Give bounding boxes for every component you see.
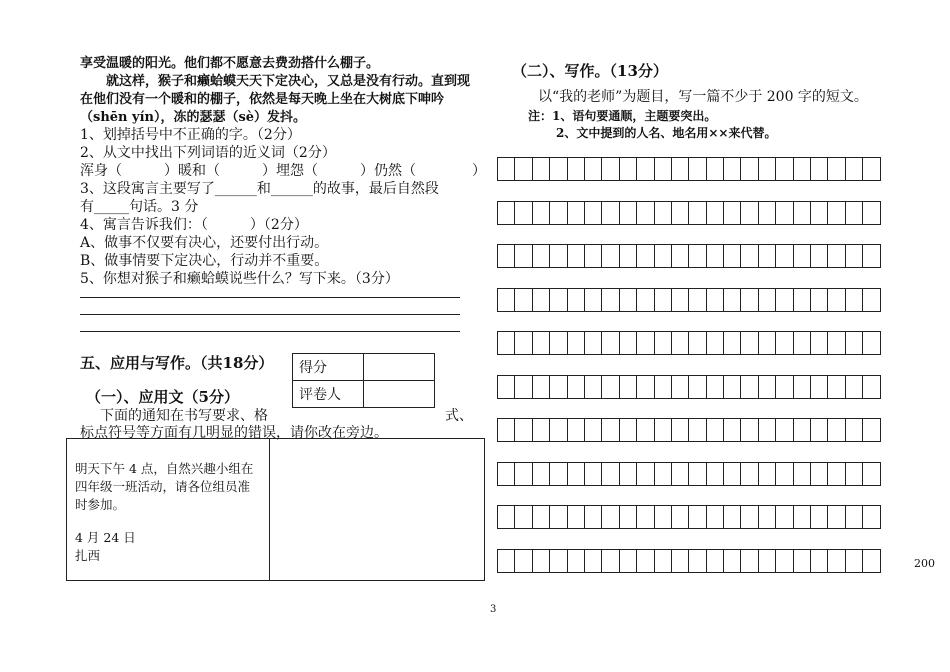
grid-cell[interactable] (601, 288, 619, 312)
grid-cell[interactable] (740, 375, 758, 399)
grid-cell[interactable] (654, 288, 672, 312)
grid-cell[interactable] (740, 462, 758, 486)
grid-cell[interactable] (601, 418, 619, 442)
grid-cell[interactable] (688, 288, 706, 312)
grid-cell[interactable] (688, 549, 706, 573)
grid-cell[interactable] (636, 157, 654, 181)
grid-row (497, 157, 880, 181)
grid-cell[interactable] (654, 244, 672, 268)
grid-cell[interactable] (793, 462, 811, 486)
grid-cell[interactable] (793, 418, 811, 442)
grid-cell[interactable] (810, 157, 828, 181)
grid-cell[interactable] (827, 331, 845, 355)
question-5: 5、你想对猴子和癞蛤蟆说些什么？写下来。（3分） (80, 271, 399, 287)
grid-cell[interactable] (706, 331, 724, 355)
grid-cell[interactable] (671, 244, 689, 268)
grid-cell[interactable] (671, 505, 689, 529)
grid-cell[interactable] (862, 462, 880, 486)
grid-row (497, 244, 880, 268)
grid-cell[interactable] (793, 201, 811, 225)
grid-cell[interactable] (567, 549, 585, 573)
grid-cell[interactable] (567, 201, 585, 225)
grid-cell[interactable] (740, 549, 758, 573)
grid-cell[interactable] (514, 201, 532, 225)
grid-cell[interactable] (567, 462, 585, 486)
grid-cell[interactable] (810, 375, 828, 399)
grid-cell[interactable] (601, 157, 619, 181)
grid-cell[interactable] (827, 201, 845, 225)
grid-cell[interactable] (636, 505, 654, 529)
grid-cell[interactable] (567, 375, 585, 399)
grid-cell[interactable] (601, 549, 619, 573)
grid-cell[interactable] (775, 418, 793, 442)
grid-cell[interactable] (619, 244, 637, 268)
grid-row (497, 331, 880, 355)
grid-cell[interactable] (810, 462, 828, 486)
grid-cell[interactable] (601, 505, 619, 529)
grid-cell[interactable] (497, 201, 515, 225)
grid-cell[interactable] (532, 418, 550, 442)
grid-cell[interactable] (688, 375, 706, 399)
story-line-4: （shēn yín），冻的瑟瑟（sè）发抖。 (80, 110, 307, 125)
grid-cell[interactable] (636, 462, 654, 486)
grid-cell[interactable] (845, 375, 863, 399)
grid-cell[interactable] (497, 288, 515, 312)
grid-cell[interactable] (584, 462, 602, 486)
grid-cell[interactable] (706, 462, 724, 486)
grid-cell[interactable] (636, 201, 654, 225)
grid-cell[interactable] (758, 244, 776, 268)
grid-cell[interactable] (514, 418, 532, 442)
grid-cell[interactable] (688, 201, 706, 225)
grid-cell[interactable] (567, 288, 585, 312)
grid-cell[interactable] (775, 244, 793, 268)
grid-cell[interactable] (810, 505, 828, 529)
grid-cell[interactable] (723, 505, 741, 529)
grid-cell[interactable] (758, 462, 776, 486)
grid-cell[interactable] (549, 244, 567, 268)
grid-cell[interactable] (532, 331, 550, 355)
grid-cell[interactable] (793, 288, 811, 312)
grid-cell[interactable] (619, 418, 637, 442)
grid-cell[interactable] (584, 375, 602, 399)
question-2-words: 浑身（ ）暖和（ ）埋怨（ ）仍然（ ） (80, 163, 486, 179)
grid-cell[interactable] (549, 375, 567, 399)
grid-cell[interactable] (549, 201, 567, 225)
grid-cell[interactable] (601, 331, 619, 355)
grid-cell[interactable] (862, 549, 880, 573)
grid-cell[interactable] (862, 288, 880, 312)
grid-cell[interactable] (723, 157, 741, 181)
grid-cell[interactable] (827, 157, 845, 181)
grid-cell[interactable] (654, 375, 672, 399)
grid-cell[interactable] (532, 462, 550, 486)
grid-cell[interactable] (549, 462, 567, 486)
grid-cell[interactable] (584, 201, 602, 225)
word-count-marker: 200 (914, 557, 935, 570)
grid-cell[interactable] (584, 157, 602, 181)
grid-cell[interactable] (497, 505, 515, 529)
grid-cell[interactable] (793, 331, 811, 355)
grid-cell[interactable] (636, 244, 654, 268)
grid-cell[interactable] (723, 331, 741, 355)
grid-cell[interactable] (810, 201, 828, 225)
grid-cell[interactable] (514, 462, 532, 486)
grid-cell[interactable] (758, 288, 776, 312)
grid-cell[interactable] (584, 288, 602, 312)
grid-cell[interactable] (671, 331, 689, 355)
grid-cell[interactable] (793, 375, 811, 399)
grid-cell[interactable] (810, 244, 828, 268)
grid-cell[interactable] (793, 505, 811, 529)
writing-note-1: 注：1、语句要通顺，主题要突出。 (528, 109, 717, 123)
grid-cell[interactable] (549, 157, 567, 181)
grid-cell[interactable] (584, 418, 602, 442)
instruction-line-1-end: 式、 (445, 408, 473, 424)
grid-cell[interactable] (845, 462, 863, 486)
grid-cell[interactable] (723, 244, 741, 268)
page-number: 3 (490, 604, 497, 615)
grid-cell[interactable] (619, 201, 637, 225)
notice-line-2: 四年级一班活动，请各位组员准 (75, 479, 251, 494)
grid-cell[interactable] (845, 331, 863, 355)
grid-cell[interactable] (845, 244, 863, 268)
grid-cell[interactable] (862, 157, 880, 181)
grid-cell[interactable] (723, 201, 741, 225)
grid-cell[interactable] (827, 244, 845, 268)
grid-cell[interactable] (497, 375, 515, 399)
question-4-option-b: B、做事情要下定决心，行动并不重要。 (80, 253, 329, 269)
grid-cell[interactable] (532, 549, 550, 573)
grid-cell[interactable] (775, 157, 793, 181)
grid-cell[interactable] (706, 157, 724, 181)
grid-cell[interactable] (654, 331, 672, 355)
grid-cell[interactable] (758, 331, 776, 355)
grid-cell[interactable] (793, 244, 811, 268)
grid-cell[interactable] (636, 549, 654, 573)
grid-cell[interactable] (654, 201, 672, 225)
grid-cell[interactable] (723, 375, 741, 399)
grid-cell[interactable] (775, 201, 793, 225)
grid-cell[interactable] (514, 375, 532, 399)
grid-cell[interactable] (775, 375, 793, 399)
grid-cell[interactable] (514, 157, 532, 181)
section-5-title: 五、应用与写作。（共18分） (80, 354, 274, 372)
grid-cell[interactable] (862, 244, 880, 268)
grid-cell[interactable] (549, 331, 567, 355)
grid-cell[interactable] (793, 157, 811, 181)
answer-line-1[interactable] (80, 297, 460, 298)
grid-cell[interactable] (497, 331, 515, 355)
grid-cell[interactable] (549, 505, 567, 529)
grid-row (497, 288, 880, 312)
grid-cell[interactable] (619, 157, 637, 181)
grid-cell[interactable] (567, 505, 585, 529)
grid-cell[interactable] (549, 418, 567, 442)
grid-cell[interactable] (740, 201, 758, 225)
writing-prompt: 以“我的老师”为题目，写一篇不少于 200 字的短文。 (538, 89, 868, 105)
grid-cell[interactable] (567, 418, 585, 442)
grid-row (497, 201, 880, 225)
grid-cell[interactable] (584, 505, 602, 529)
score-cell[interactable] (364, 354, 435, 381)
question-1: 1、划掉括号中不正确的字。（2分） (80, 127, 301, 143)
instruction-line-1: 下面的通知在书写要求、格 (86, 408, 268, 424)
grid-cell[interactable] (862, 201, 880, 225)
notice-box (66, 438, 485, 581)
grid-cell[interactable] (497, 418, 515, 442)
grid-row (497, 375, 880, 399)
grid-cell[interactable] (636, 375, 654, 399)
grid-cell[interactable] (827, 288, 845, 312)
grid-cell[interactable] (810, 331, 828, 355)
grid-cell[interactable] (688, 331, 706, 355)
score-label: 得分 (293, 354, 364, 381)
grid-cell[interactable] (740, 418, 758, 442)
question-3-line-b: 有_____句话。3 分 (80, 199, 199, 215)
grid-cell[interactable] (845, 549, 863, 573)
grid-cell[interactable] (688, 505, 706, 529)
grid-cell[interactable] (514, 244, 532, 268)
grader-label: 评卷人 (293, 381, 364, 408)
grid-cell[interactable] (567, 331, 585, 355)
grid-cell[interactable] (775, 331, 793, 355)
grid-cell[interactable] (758, 549, 776, 573)
grid-cell[interactable] (671, 375, 689, 399)
grid-cell[interactable] (497, 244, 515, 268)
grid-cell[interactable] (514, 505, 532, 529)
grid-cell[interactable] (793, 549, 811, 573)
grid-cell[interactable] (740, 331, 758, 355)
grid-cell[interactable] (532, 375, 550, 399)
grid-cell[interactable] (740, 157, 758, 181)
grid-cell[interactable] (810, 549, 828, 573)
notice-signer: 扎西 (75, 548, 101, 563)
grid-cell[interactable] (514, 288, 532, 312)
grid-cell[interactable] (671, 201, 689, 225)
grid-cell[interactable] (532, 244, 550, 268)
notice-divider (269, 439, 270, 580)
grid-cell[interactable] (775, 462, 793, 486)
grid-cell[interactable] (497, 549, 515, 573)
notice-line-1: 明天下午 4 点，自然兴趣小组在 (75, 461, 254, 476)
writing-note-2: 2、文中提到的人名、地名用××来代替。 (556, 126, 777, 140)
grid-cell[interactable] (827, 462, 845, 486)
story-line-1: 享受温暖的阳光。他们都不愿意去费劲搭什么棚子。 (80, 56, 380, 71)
grid-cell[interactable] (862, 505, 880, 529)
question-4: 4、寓言告诉我们：（ ）（2分） (80, 217, 308, 233)
grid-cell[interactable] (619, 331, 637, 355)
grid-cell[interactable] (775, 549, 793, 573)
grid-cell[interactable] (671, 549, 689, 573)
grid-cell[interactable] (636, 418, 654, 442)
grid-cell[interactable] (601, 375, 619, 399)
grid-cell[interactable] (567, 244, 585, 268)
grid-cell[interactable] (514, 549, 532, 573)
grid-cell[interactable] (827, 375, 845, 399)
grid-cell[interactable] (671, 462, 689, 486)
correction-area[interactable] (271, 439, 484, 580)
grid-cell[interactable] (775, 288, 793, 312)
grid-row (497, 462, 880, 486)
grid-cell[interactable] (532, 505, 550, 529)
answer-line-2[interactable] (80, 314, 460, 315)
grid-cell[interactable] (862, 331, 880, 355)
grid-cell[interactable] (532, 201, 550, 225)
grid-cell[interactable] (758, 505, 776, 529)
grid-cell[interactable] (532, 157, 550, 181)
grid-cell[interactable] (584, 244, 602, 268)
grid-cell[interactable] (810, 418, 828, 442)
grid-cell[interactable] (845, 201, 863, 225)
grid-cell[interactable] (654, 549, 672, 573)
notice-date: 4 月 24 日 (75, 530, 136, 545)
grid-cell[interactable] (497, 157, 515, 181)
notice-line-3: 时参加。 (75, 497, 126, 512)
grid-cell[interactable] (671, 418, 689, 442)
grid-cell[interactable] (619, 462, 637, 486)
grid-cell[interactable] (688, 418, 706, 442)
grid-cell[interactable] (740, 505, 758, 529)
subsection-1-title: （一）、应用文（5分） (86, 388, 239, 406)
grid-cell[interactable] (706, 288, 724, 312)
grid-cell[interactable] (740, 244, 758, 268)
grid-cell[interactable] (758, 375, 776, 399)
grid-cell[interactable] (601, 462, 619, 486)
grid-cell[interactable] (740, 288, 758, 312)
grid-cell[interactable] (706, 201, 724, 225)
grid-cell[interactable] (601, 201, 619, 225)
grid-cell[interactable] (845, 157, 863, 181)
grid-cell[interactable] (862, 375, 880, 399)
grid-cell[interactable] (723, 288, 741, 312)
question-3-line-a: 3、这段寓言主要写了______和______的故事，最后自然段 (80, 181, 439, 197)
grid-cell[interactable] (827, 505, 845, 529)
grid-cell[interactable] (688, 157, 706, 181)
grid-cell[interactable] (845, 288, 863, 312)
grid-cell[interactable] (845, 418, 863, 442)
grid-cell[interactable] (723, 549, 741, 573)
grid-cell[interactable] (514, 331, 532, 355)
story-line-3: 在他们没有一个暖和的棚子，依然是每天晚上坐在大树底下呻吟 (80, 92, 445, 107)
grid-row (497, 549, 880, 573)
grid-cell[interactable] (775, 505, 793, 529)
grid-cell[interactable] (636, 331, 654, 355)
grid-cell[interactable] (619, 549, 637, 573)
grid-cell[interactable] (584, 549, 602, 573)
grid-cell[interactable] (706, 549, 724, 573)
grid-cell[interactable] (827, 418, 845, 442)
grid-cell[interactable] (706, 375, 724, 399)
grid-row (497, 418, 880, 442)
grid-cell[interactable] (671, 157, 689, 181)
grid-cell[interactable] (619, 375, 637, 399)
grid-cell[interactable] (706, 418, 724, 442)
writing-title: （二）、写作。（13分） (512, 62, 668, 80)
grid-cell[interactable] (654, 418, 672, 442)
question-2: 2、从文中找出下列词语的近义词（2分） (80, 145, 336, 161)
grid-cell[interactable] (862, 418, 880, 442)
grader-cell[interactable] (364, 381, 435, 408)
question-4-option-a: A、做事不仅要有决心，还要付出行动。 (80, 235, 329, 251)
grid-cell[interactable] (758, 418, 776, 442)
grid-cell[interactable] (758, 201, 776, 225)
grid-cell[interactable] (723, 418, 741, 442)
grid-cell[interactable] (619, 288, 637, 312)
grid-cell[interactable] (549, 549, 567, 573)
grid-cell[interactable] (827, 549, 845, 573)
score-table (292, 353, 435, 408)
grid-cell[interactable] (706, 505, 724, 529)
grid-cell[interactable] (601, 244, 619, 268)
grid-cell[interactable] (549, 288, 567, 312)
instruction-line-2: 标点符号等方面有几明显的错误，请你改在旁边。 (80, 425, 388, 441)
grid-cell[interactable] (688, 244, 706, 268)
grid-cell[interactable] (636, 288, 654, 312)
grid-cell[interactable] (845, 505, 863, 529)
grid-cell[interactable] (671, 288, 689, 312)
grid-cell[interactable] (567, 157, 585, 181)
grid-cell[interactable] (706, 244, 724, 268)
grid-cell[interactable] (619, 505, 637, 529)
grid-cell[interactable] (654, 157, 672, 181)
grid-cell[interactable] (654, 462, 672, 486)
grid-cell[interactable] (584, 331, 602, 355)
answer-line-3[interactable] (80, 331, 460, 332)
story-line-2: 就这样，猴子和癞蛤蟆天天下定决心，又总是没有行动。直到现 (80, 74, 471, 89)
grid-cell[interactable] (758, 157, 776, 181)
grid-cell[interactable] (654, 505, 672, 529)
grid-cell[interactable] (723, 462, 741, 486)
grid-cell[interactable] (497, 462, 515, 486)
grid-row (497, 505, 880, 529)
grid-cell[interactable] (532, 288, 550, 312)
grid-cell[interactable] (688, 462, 706, 486)
grid-cell[interactable] (810, 288, 828, 312)
